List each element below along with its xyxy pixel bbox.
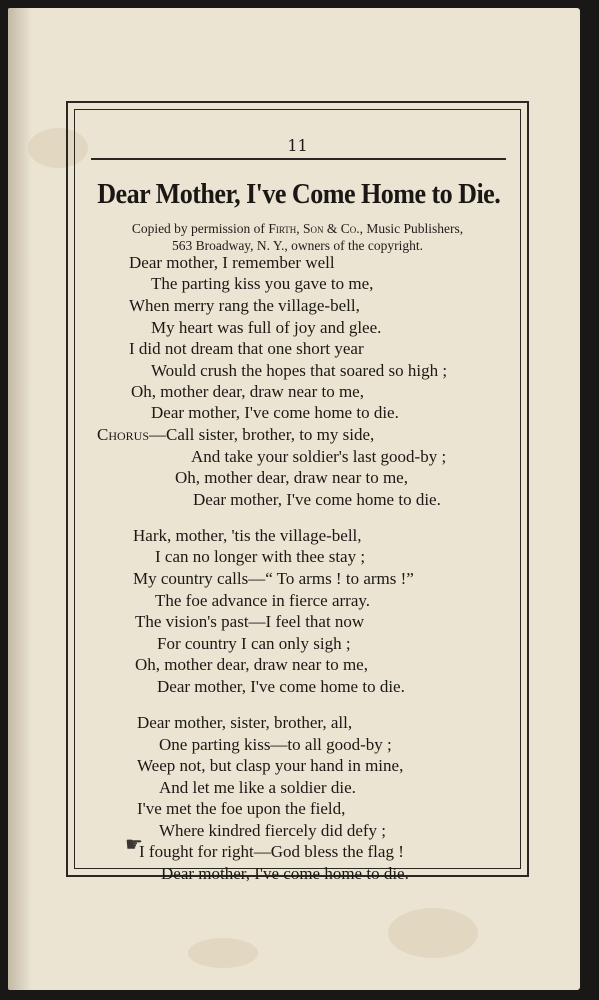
verse-3-line-4: And let me like a soldier die. (159, 778, 356, 797)
verse-2-line-2: I can no longer with thee stay ; (155, 547, 366, 566)
credit-suffix: , Music Publishers, (359, 221, 464, 236)
verse-1-line-8: Dear mother, I've come home to die. (151, 403, 399, 422)
verse-1-line-2: The parting kiss you gave to me, (151, 274, 374, 293)
verse-3-line-2: One parting kiss—to all good-by ; (159, 735, 392, 754)
chorus-text-1: —Call sister, brother, to my side, (149, 425, 375, 444)
chorus-line-3: Oh, mother dear, draw near to me, (175, 468, 408, 487)
chorus-line-2: And take your soldier's last good-by ; (191, 447, 447, 466)
verse-1-line-3: When merry rang the village-bell, (129, 296, 360, 315)
verse-2-line-1: Hark, mother, 'tis the village-bell, (133, 526, 362, 545)
verse-2-line-7: Oh, mother dear, draw near to me, (135, 655, 368, 674)
verse-1-line-1: Dear mother, I remember well (129, 253, 335, 272)
verse-3-line-7: I fought for right—God bless the flag ! (139, 842, 404, 861)
pointing-hand-icon: ☛ (125, 832, 143, 856)
page-border-inner (74, 109, 521, 883)
verse-3-line-5: I've met the foe upon the field, (137, 799, 346, 818)
page-number: 11 (287, 136, 308, 155)
verse-1-line-7: Oh, mother dear, draw near to me, (131, 382, 364, 401)
copyright-line-1 (75, 220, 520, 237)
paper-stain (388, 908, 478, 958)
copyright-line-2: 563 Broadway, N. Y., owners of the copyright. (171, 238, 424, 253)
page-border (66, 101, 529, 883)
book-page (8, 8, 580, 990)
verse-3-line-3: Weep not, but clasp your hand in mine, (137, 756, 404, 775)
verse-1-line-5: I did not dream that one short year (129, 339, 364, 358)
publisher-name: Firth, Son & Co. (268, 221, 360, 236)
verse-3-line-1: Dear mother, sister, brother, all, (137, 713, 353, 732)
verse-2-line-8: Dear mother, I've come home to die. (157, 677, 405, 696)
credit-prefix: Copied by permission of (131, 221, 269, 236)
verse-2-line-4: The foe advance in fierce array. (155, 591, 371, 610)
chorus-label: Chorus (97, 425, 150, 444)
header-rule (91, 158, 506, 160)
chorus-line-4: Dear mother, I've come home to die. (193, 490, 441, 509)
verse-3-line-6: Where kindred fiercely did defy ; (159, 821, 387, 840)
verse-2-line-5: The vision's past—I feel that now (135, 612, 365, 631)
verse-2-line-3: My country calls—“ To arms ! to arms !” (133, 569, 414, 588)
copyright-notice (75, 220, 520, 254)
verse-1-line-6: Would crush the hopes that soared so high ; (151, 361, 448, 380)
chorus-line-1 (97, 425, 374, 445)
verse-2-line-6: For country I can only sigh ; (157, 634, 351, 653)
song-title: Dear Mother, I've Come Home to Die. (97, 178, 501, 210)
verse-1-line-4: My heart was full of joy and glee. (151, 318, 382, 337)
verse-3-line-8: Dear mother, I've come home to die. (161, 864, 409, 883)
paper-stain (188, 938, 258, 968)
